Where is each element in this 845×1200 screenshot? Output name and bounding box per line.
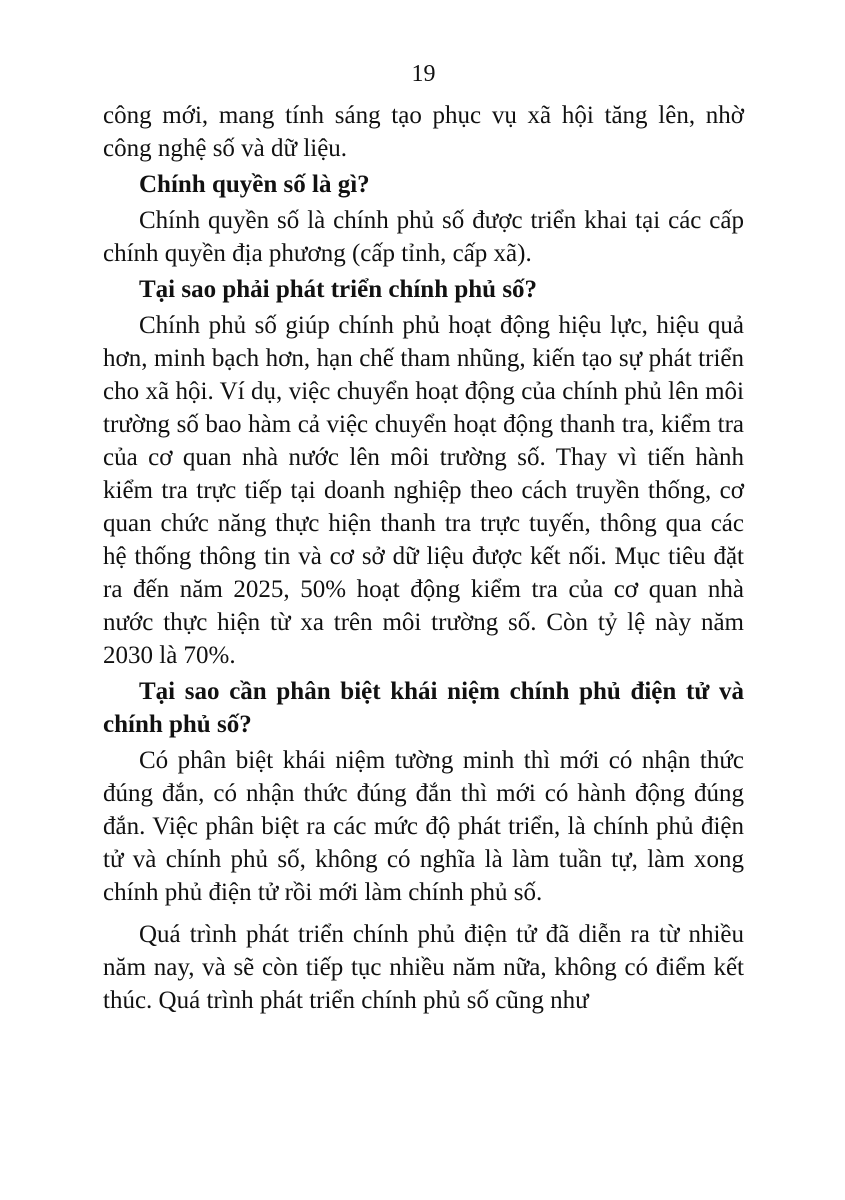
paragraph-development-process: Quá trình phát triển chính phủ điện tử đã diễn ra từ nhiều năm nay, và sẽ còn tiếp tục nhiều năm nữa, không có điểm kết thúc. Quá trình phát triển chính phủ số cũng như xyxy=(103,921,744,1014)
document-page xyxy=(103,58,744,1017)
paragraph-distinction-reasoning: Có phân biệt khái niệm tường minh thì mới có nhận thức đúng đắn, có nhận thức đúng đắn thì mới có hành động đúng đắn. Việc phân biệt ra các mức độ phát triển, là chính phủ điện tử và chính phủ số, không có nghĩa là làm tuần tự, làm xong chính phủ điện tử rồi mới làm chính phủ số. xyxy=(103,747,744,906)
paragraph-chinh-quyen-so-definition: Chính quyền số là chính phủ số được triển khai tại các cấp chính quyền địa phương (cấp tỉnh, cấp xã). xyxy=(103,207,744,267)
heading-why-develop-digital-government: Tại sao phải phát triển chính phủ số? xyxy=(139,276,538,303)
heading-chinh-quyen-so: Chính quyền số là gì? xyxy=(139,171,370,198)
paragraph-continuation: công mới, mang tính sáng tạo phục vụ xã hội tăng lên, nhờ công nghệ số và dữ liệu. xyxy=(103,102,744,162)
paragraph-digital-government-benefits: Chính phủ số giúp chính phủ hoạt động hiệu lực, hiệu quả hơn, minh bạch hơn, hạn chế tham nhũng, kiến tạo sự phát triển cho xã hội. Ví dụ, việc chuyển hoạt động của chính phủ lên môi trường số bao hàm cả việc chuyển hoạt động thanh tra, kiểm tra của cơ quan nhà nước lên môi trường số. Thay vì tiến hành kiểm tra trực tiếp tại doanh nghiệp theo cách truyền thống, cơ quan chức năng thực hiện thanh tra trực tuyến, thông qua các hệ thống thông tin và cơ sở dữ liệu được kết nối. Mục tiêu đặt ra đến năm 2025, 50% hoạt động kiểm tra của cơ quan nhà nước thực hiện từ xa trên môi trường số. Còn tỷ lệ này năm 2030 là 70%. xyxy=(103,312,744,669)
page-number: 19 xyxy=(411,61,436,87)
heading-distinguish-e-government: Tại sao cần phân biệt khái niệm chính phủ điện tử và chính phủ số? xyxy=(103,678,744,738)
